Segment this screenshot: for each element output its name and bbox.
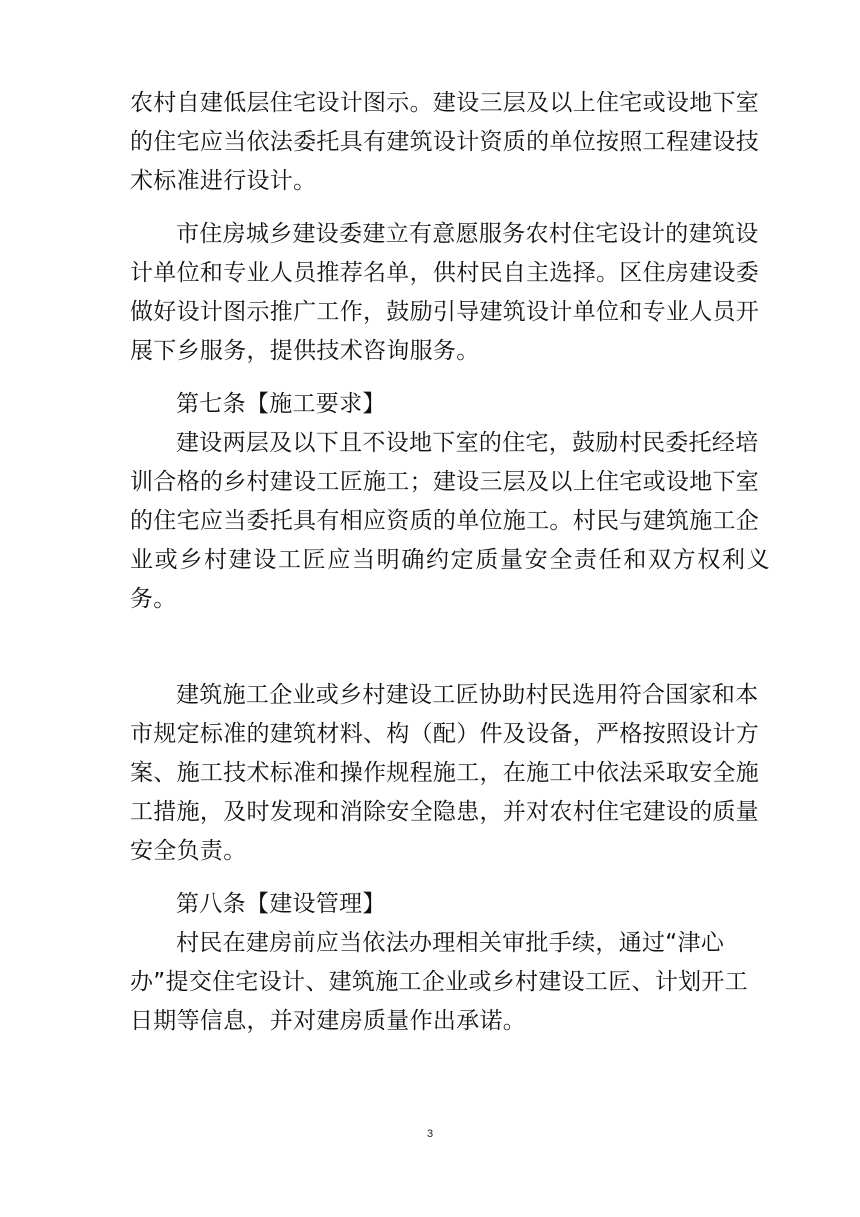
paragraph-construction-requirements: 建设两层及以下且不设地下室的住宅，鼓励村民委托经培 训合格的乡村建设工匠施工；建设三层及以上住宅或设地下室 的住宅应当委托具有相应资质的单位施工。村民与建筑施工企 业或乡村建设工匠应当明确约定质量安全责任和双方权利义务。 [130, 430, 770, 612]
page-number: 3 [426, 1128, 434, 1140]
paragraph-gap [130, 871, 770, 885]
paragraph-construction-management: 村民在建房前应当依法办理相关审批手续，通过“津心 办”提交住宅设计、建筑施工企业或乡村建设工匠、计划开工 日期等信息，并对建房质量作出承诺。 [130, 930, 749, 1034]
paragraph-construction-responsibility: 建筑施工企业或乡村建设工匠协助村民选用符合国家和本 市规定标准的建筑材料、构（配）件及设备，严格按照设计方 案、施工技术标准和操作规程施工，在施工中依法采取安全施 工措施，及时发现和消除安全隐患，并对农村住宅建设的质量 安全负责。 [130, 682, 760, 864]
article-8-heading: 第八条【建设管理】 [176, 891, 386, 917]
paragraph-design-continuation: 农村自建低层住宅设计图示。建设三层及以上住宅或设地下室 的住宅应当依法委托具有建筑设计资质的单位按照工程建设技 术标准进行设计。 [130, 90, 760, 194]
paragraph-gap-large [130, 619, 770, 676]
article-7-heading: 第七条【施工要求】 [176, 391, 386, 417]
paragraph-gap [130, 371, 770, 385]
paragraph-gap [130, 201, 770, 215]
paragraph-designer-list: 市住房城乡建设委建立有意愿服务农村住宅设计的建筑设 计单位和专业人员推荐名单，供村民自主选择。区住房建设委 做好设计图示推广工作，鼓励引导建筑设计单位和专业人员开 展下乡服务，提供技术咨询服务。 [130, 221, 760, 364]
document-body [130, 84, 770, 1041]
